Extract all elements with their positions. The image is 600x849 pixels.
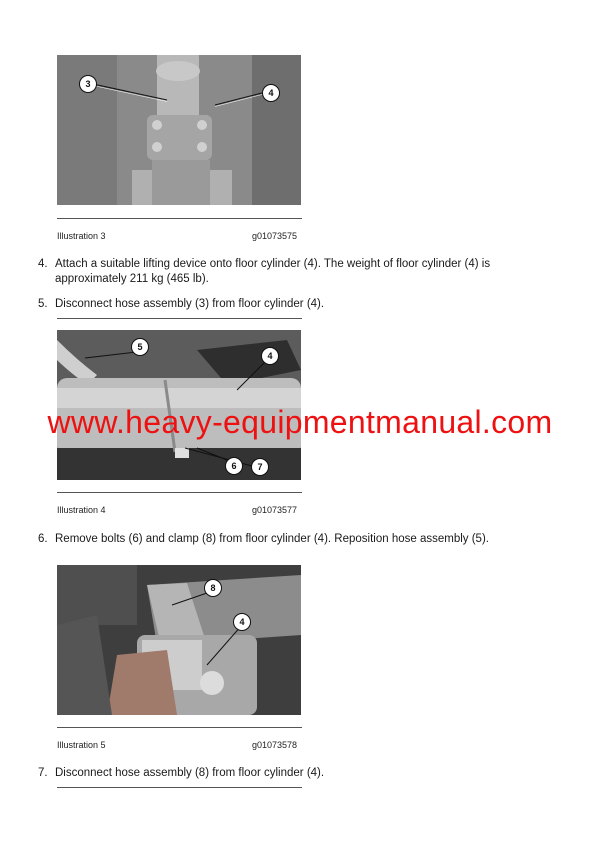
divider [57,727,302,728]
watermark-text: www.heavy-equipmentmanual.com [47,404,553,440]
step-7 [38,766,324,781]
divider [57,318,302,319]
step-number: 5. [38,298,48,310]
callout-5: 5 [131,338,149,356]
step-4 [38,257,545,287]
callout-3: 3 [79,75,97,93]
divider [57,218,302,219]
step-number: 6. [38,533,48,545]
callout-6: 6 [225,457,243,475]
step-text: Remove bolts (6) and clamp (8) from floor cylinder (4). Reposition hose assembly (5). [55,533,489,545]
illustration-5-caption: Illustration 5 [57,740,106,750]
callout-8: 8 [204,579,222,597]
divider [57,492,302,493]
illustration-5-photo [57,565,301,715]
step-6 [38,532,489,547]
illustration-3-photo [57,55,301,205]
callout-4: 4 [261,347,279,365]
illustration-3-caption: Illustration 3 [57,231,106,241]
step-number: 7. [38,767,48,779]
callout-4: 4 [233,613,251,631]
callout-7: 7 [251,458,269,476]
illustration-4-code: g01073577 [252,505,298,515]
illustration-4-caption: Illustration 4 [57,505,106,515]
illustration-5-graphic [57,565,301,715]
callout-4: 4 [262,84,280,102]
illustration-3-code: g01073575 [252,231,298,241]
step-number: 4. [38,258,48,270]
step-text: Disconnect hose assembly (8) from floor cylinder (4). [55,767,325,779]
step-text: Attach a suitable lifting device onto floor cylinder (4). The weight of floor cylinder (4) is approximately 211 kg (465 lb). [55,258,491,285]
illustration-5-code: g01073578 [252,740,298,750]
step-text: Disconnect hose assembly (3) from floor cylinder (4). [55,298,325,310]
divider [57,787,302,788]
step-5 [38,297,324,312]
